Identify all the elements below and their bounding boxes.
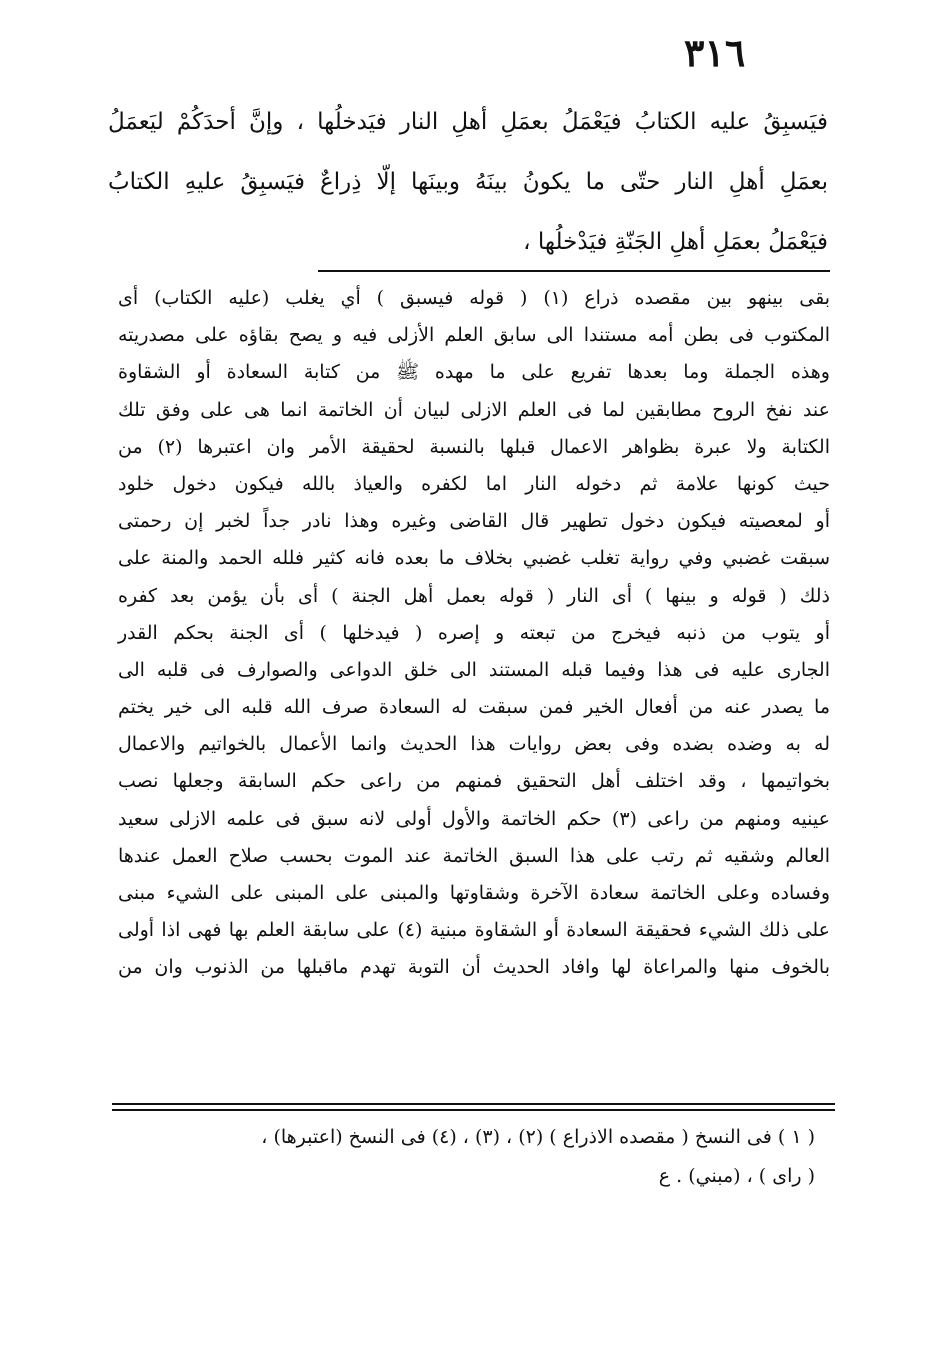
commentary-line: الكتابة ولا عبرة بظواهر الاعمال قبلها بالنسبة لحقيقة الأمر وان اعتبرها (٢) من <box>118 435 830 458</box>
footnote-line: ( ١ ) فى النسخ ( مقصده الاذراع ) (٢) ، (٣) ، (٤) فى النسخ (اعتبرها) ، <box>261 1126 815 1148</box>
commentary-line: أو لمعصيته فيكون دخول تطهير قال القاضى وغيره وهذا نادر جداً لخبر إن رحمتى <box>118 510 830 533</box>
commentary-line: له به وضده بضده وفى بعض روايات هذا الحديث وانما الأعمال بالخواتيم والاعمال <box>118 733 830 756</box>
commentary-line: عينيه ومنهم من راعى (٣) حكم الخاتمة والأول أولى لانه سبق فى علمه الازلى سعيد <box>118 807 830 830</box>
footnote-line: ( راى ) ، (مبني) . ع <box>658 1165 815 1187</box>
page-number: ٣١٦ <box>684 30 746 75</box>
hadith-line: فيَعْمَلُ بعمَلِ أهلِ الجَنّةِ فيَدْخلُها ، <box>523 229 828 255</box>
hadith-line: بعمَلِ أهلِ النار حتّى ما يكونُ بينَهُ وبينَها إلّا ذِراعٌ فيَسبِقُ عليهِ الكتابُ <box>108 169 828 195</box>
separator-rule <box>318 270 830 272</box>
hadith-text <box>108 92 828 272</box>
commentary-text <box>118 280 830 987</box>
commentary-line: العالم وشقيه ثم رتب على هذا السبق الخاتمة عند الموت بحسب صلاح العمل عندها <box>118 844 830 867</box>
commentary-line: حيث كونها علامة ثم دخوله النار اما لكفره والعياذ بالله فيكون دخول خلود <box>118 472 830 495</box>
footnote-rule-bottom <box>112 1109 835 1111</box>
commentary-line: أو يتوب من ذنبه فيخرج من تبعته و إصره ( فيدخلها ) أى الجنة بحكم القدر <box>118 621 830 644</box>
commentary-line: الجارى عليه فى هذا وفيما قبله المستند الى خلق الدواعى والصوارف فى قلبه الى <box>118 658 830 681</box>
footnote-rule-top <box>112 1103 835 1105</box>
commentary-line: ذلك ( قوله و بينها ) أى النار ( قوله بعمل أهل الجنة ) أى بأن يؤمن بعد كفره <box>118 584 830 607</box>
commentary-line: بالخوف منها والمراعاة لها وافاد الحديث أن التوبة تهدم ماقبلها من الذنوب وان من <box>118 956 830 979</box>
commentary-line: المكتوب فى بطن أمه مستندا الى سابق العلم الأزلى فيه و يصح بقاؤه على مصدريته <box>118 324 830 347</box>
commentary-line: وفساده وعلى الخاتمة سعادة الآخرة وشقاوتها والمبنى على المبنى على الشيء مبنى <box>118 882 830 904</box>
commentary-line: عند نفخ الروح مطابقين لما فى العلم الازلى لبيان أن الخاتمة انما هى على وفق تلك <box>118 398 830 421</box>
hadith-line: فيَسبِقُ عليه الكتابُ فيَعْمَلُ بعمَلِ أهلِ النار فيَدخلُها ، وإنَّ أحدَكُمْ ليَعمَلُ <box>108 109 828 135</box>
footnotes <box>130 1118 815 1196</box>
commentary-line: وهذه الجملة وما بعدها تفريع على ما مهده ﷺ من كتابة السعادة أو الشقاوة <box>118 361 830 384</box>
commentary-line: سبقت غضبي وفي رواية تغلب غضبي بخلاف ما بعده فانه كثير فلله الحمد والمنة على <box>118 547 830 570</box>
commentary-line: بقى بينهو بين مقصده ذراع (١) ( قوله فيسبق ) أي يغلب (عليه الكتاب) أى <box>118 287 831 309</box>
commentary-line: ما يصدر عنه من أفعال الخير فمن سبقت له السعادة صرف الله قلبه الى خير يختم <box>118 696 830 719</box>
commentary-line: على ذلك الشيء فحقيقة السعادة أو الشقاوة مبنية (٤) على سابقة العلم بها فهى اذا أولى <box>118 919 830 942</box>
commentary-line: بخواتيمها ، وقد اختلف أهل التحقيق فمنهم من راعى حكم السابقة وجعلها نصب <box>118 770 830 793</box>
